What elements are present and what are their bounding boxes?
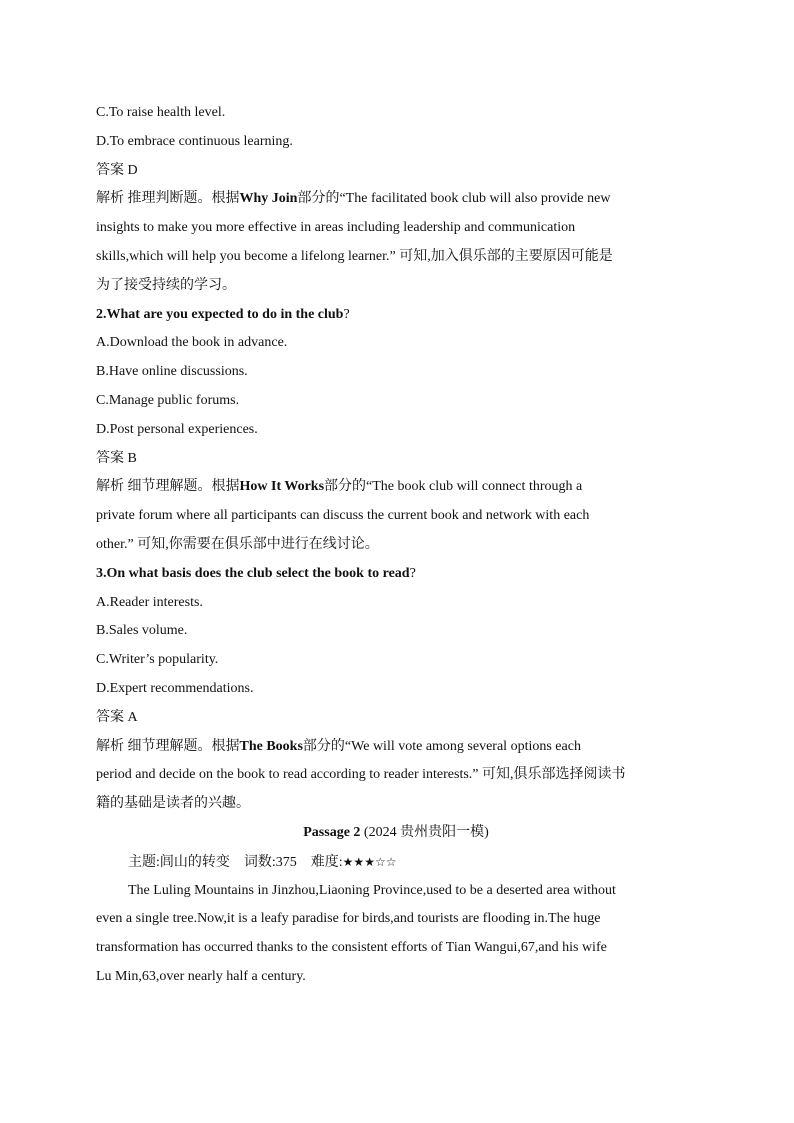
q1-analysis-line: insights to make you more effective in areas including leadership and communication: [96, 220, 576, 236]
passage-body-line: Lu Min,63,over nearly half a century.: [96, 968, 306, 984]
section-name: The Books: [239, 738, 303, 754]
q2-option-d: D.Post personal experiences.: [96, 421, 258, 437]
difficulty-stars-icon: ★★★☆☆: [342, 854, 397, 869]
q2-option-a: A.Download the book in advance.: [96, 335, 288, 351]
answer-label: 答案: [96, 162, 124, 178]
passage-title: Passage 2: [303, 824, 361, 840]
analysis-label: 解析: [96, 479, 124, 495]
passage-body-line: even a single tree.Now,it is a leafy paradise for birds,and tourists are flooding in.The huge: [96, 911, 601, 927]
analysis-label: 解析: [96, 191, 124, 207]
q3-analysis-line: [96, 733, 696, 762]
question-mark: ?: [409, 565, 416, 581]
document-content: [96, 99, 696, 992]
question-mark: ?: [343, 306, 350, 322]
q2-option-c: C.Manage public forums.: [96, 392, 240, 408]
q3-question: [96, 560, 696, 589]
passage-difficulty-label: 难度:: [310, 854, 343, 870]
question-text: .On what basis does the club select the book to read: [103, 565, 410, 581]
question-text: .What are you expected to do in the club: [103, 306, 344, 322]
answer-label: 答案: [96, 709, 124, 725]
passage-meta: [96, 848, 696, 877]
q2-analysis-line: private forum where all participants can discuss the current book and network with each: [96, 508, 590, 524]
q3-analysis-line: period and decide on the book to read according to reader interests.” 可知,俱乐部选择阅读书: [96, 767, 626, 783]
answer-value: D: [127, 162, 138, 178]
q1-analysis-line: [96, 185, 696, 214]
q1-analysis-line: 为了接受持续的学习。: [96, 277, 236, 293]
analysis-label: 解析: [96, 738, 124, 754]
q1-option-c: C.To raise health level.: [96, 105, 226, 120]
q2-option-b: B.Have online discussions.: [96, 364, 248, 380]
q2-question: [96, 301, 696, 330]
section-name: Why Join: [239, 191, 298, 207]
passage-body-line: transformation has occurred thanks to the consistent efforts of Tian Wangui,67,and his wife: [96, 940, 607, 956]
analysis-type: 推理判断题。根据: [127, 191, 240, 207]
section-name: How It Works: [239, 479, 325, 495]
analysis-type: 细节理解题。根据: [127, 479, 240, 495]
q3-option-d: D.Expert recommendations.: [96, 680, 254, 696]
analysis-text: 部分的“We will vote among several options each: [302, 738, 581, 754]
passage-topic: 主题:闾山的转变: [128, 854, 230, 870]
passage-body-line: The Luling Mountains in Jinzhou,Liaoning Province,used to be a deserted area without: [128, 882, 616, 898]
analysis-text: 部分的“The book club will connect through a: [324, 479, 583, 495]
q2-answer: [96, 445, 696, 474]
analysis-type: 细节理解题。根据: [127, 738, 240, 754]
q3-option-b: B.Sales volume.: [96, 623, 188, 639]
answer-label: 答案: [96, 450, 124, 466]
question-number: 2: [96, 306, 103, 322]
passage-heading: [96, 819, 696, 848]
answer-value: B: [127, 450, 137, 466]
q1-answer: [96, 157, 696, 186]
analysis-text: 部分的“The facilitated book club will also provide new: [297, 191, 611, 207]
q1-analysis-line: skills,which will help you become a lifelong learner.” 可知,加入俱乐部的主要原因可能是: [96, 248, 613, 264]
q3-option-a: A.Reader interests.: [96, 594, 203, 610]
q2-analysis-line: other.” 可知,你需要在俱乐部中进行在线讨论。: [96, 536, 379, 552]
q3-option-c: C.Writer’s popularity.: [96, 652, 219, 668]
q1-option-d: D.To embrace continuous learning.: [96, 133, 293, 149]
answer-value: A: [127, 709, 138, 725]
q2-analysis-line: [96, 473, 696, 502]
passage-source: (2024 贵州贵阳一模): [360, 824, 489, 840]
question-number: 3: [96, 565, 103, 581]
passage-word-count: 词数:375: [243, 854, 297, 870]
q3-answer: [96, 704, 696, 733]
q3-analysis-line: 籍的基础是读者的兴趣。: [96, 796, 250, 812]
